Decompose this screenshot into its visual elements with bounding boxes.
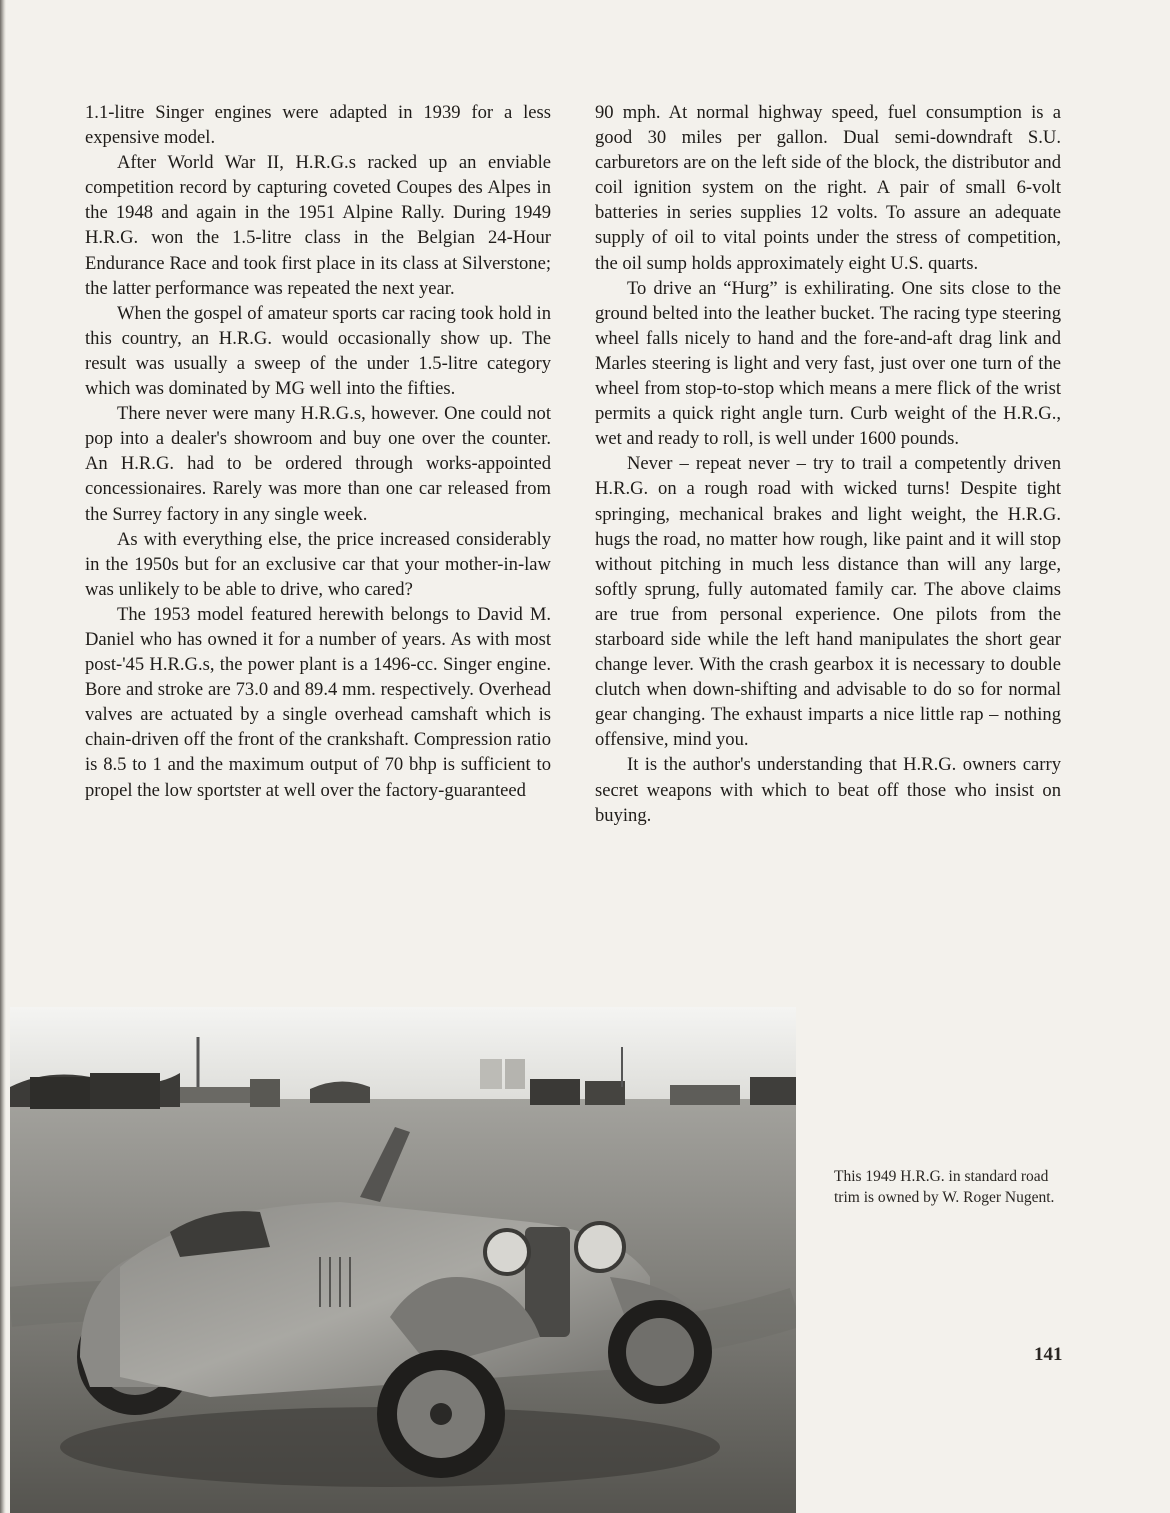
paragraph: Never – repeat never – try to trail a competently driven H.R.G. on a rough road with wicked turns! Despite tight springing, mechanical brakes and light weight, the H.R.G. hugs the road, no matter how rough, like paint and it will stop without pitching in much less distance than will any large, softly sprung, fully automated family car. The above claims are true from personal experience. One pilots from the starboard side while the left hand manipulates the short gear change lever. With the crash gearbox it is necessary to double clutch when down-shifting and advisable to do so for normal gear changing. The exhaust imparts a nice little rap – nothing offensive, mind you. xyxy=(595,453,1061,751)
article-column-left xyxy=(85,100,551,803)
paragraph: After World War II, H.R.G.s racked up an enviable competition record by capturing coveted Coupes des Alpes in the 1948 and again in the 1951 Alpine Rally. During 1949 H.R.G. won the 1.5-litre class in the Belgian 24-Hour Endurance Race and took first place in its class at Silverstone; the latter performance was repeated the next year. xyxy=(85,152,551,299)
paragraph: There never were many H.R.G.s, however. One could not pop into a dealer's showroom and buy one over the counter. An H.R.G. had to be ordered through works-appointed concessionaires. Rarely was more than one car released from the Surrey factory in any single week. xyxy=(85,403,551,525)
paragraph: It is the author's understanding that H.R.G. owners carry secret weapons with which to beat off those who insist on buying. xyxy=(595,754,1061,826)
page-edge xyxy=(0,0,6,1513)
article-column-right xyxy=(595,100,1061,828)
caption-line: trim is owned by W. Roger Nugent. xyxy=(834,1189,1055,1206)
caption-line: This 1949 H.R.G. in standard road xyxy=(834,1168,1049,1185)
page-number: 141 xyxy=(1034,1344,1063,1365)
photo-caption xyxy=(834,1166,1124,1208)
paragraph: The 1953 model featured herewith belongs to David M. Daniel who has owned it for a number of years. As with most post-'45 H.R.G.s, the power plant is a 1496-cc. Singer engine. Bore and stroke are 73.0 and 89.4 mm. respectively. Overhead valves are actuated by a single overhead camshaft which is chain-driven off the front of the crankshaft. Compression ratio is 8.5 to 1 and the maximum output of 70 bhp is sufficient to propel the low sportster at well over the factory-guaranteed xyxy=(85,603,551,801)
paragraph: When the gospel of amateur sports car racing took hold in this country, an H.R.G. would occasionally show up. The result was usually a sweep of the under 1.5-litre category which was dominated by MG well into the fifties. xyxy=(85,302,551,400)
paragraph: 90 mph. At normal highway speed, fuel consumption is a good 30 miles per gallon. Dual semi-downdraft S.U. carburetors are on the left side of the block, the distributor and coil ignition system on the right. A pair of small 6-volt batteries in series supplies 12 volts. To assure an adequate supply of oil to vital points under the stress of competition, the oil sump holds approximately eight U.S. quarts. xyxy=(595,102,1061,274)
car-photograph xyxy=(10,1007,796,1513)
paragraph: To drive an “Hurg” is exhilirating. One sits close to the ground belted into the leather bucket. The racing type steering wheel falls nicely to hand and the fore-and-aft drag link and Marles steering is light and very fast, just over one turn of the wheel from stop-to-stop which means a mere flick of the wrist permits a quick right angle turn. Curb weight of the H.R.G., wet and ready to roll, is well under 1600 pounds. xyxy=(595,277,1061,450)
paragraph: 1.1-litre Singer engines were adapted in 1939 for a less expensive model. xyxy=(85,102,551,149)
paragraph: As with everything else, the price increased considerably in the 1950s but for an exclusive car that your mother-in-law was unlikely to be able to drive, who cared? xyxy=(85,528,551,600)
